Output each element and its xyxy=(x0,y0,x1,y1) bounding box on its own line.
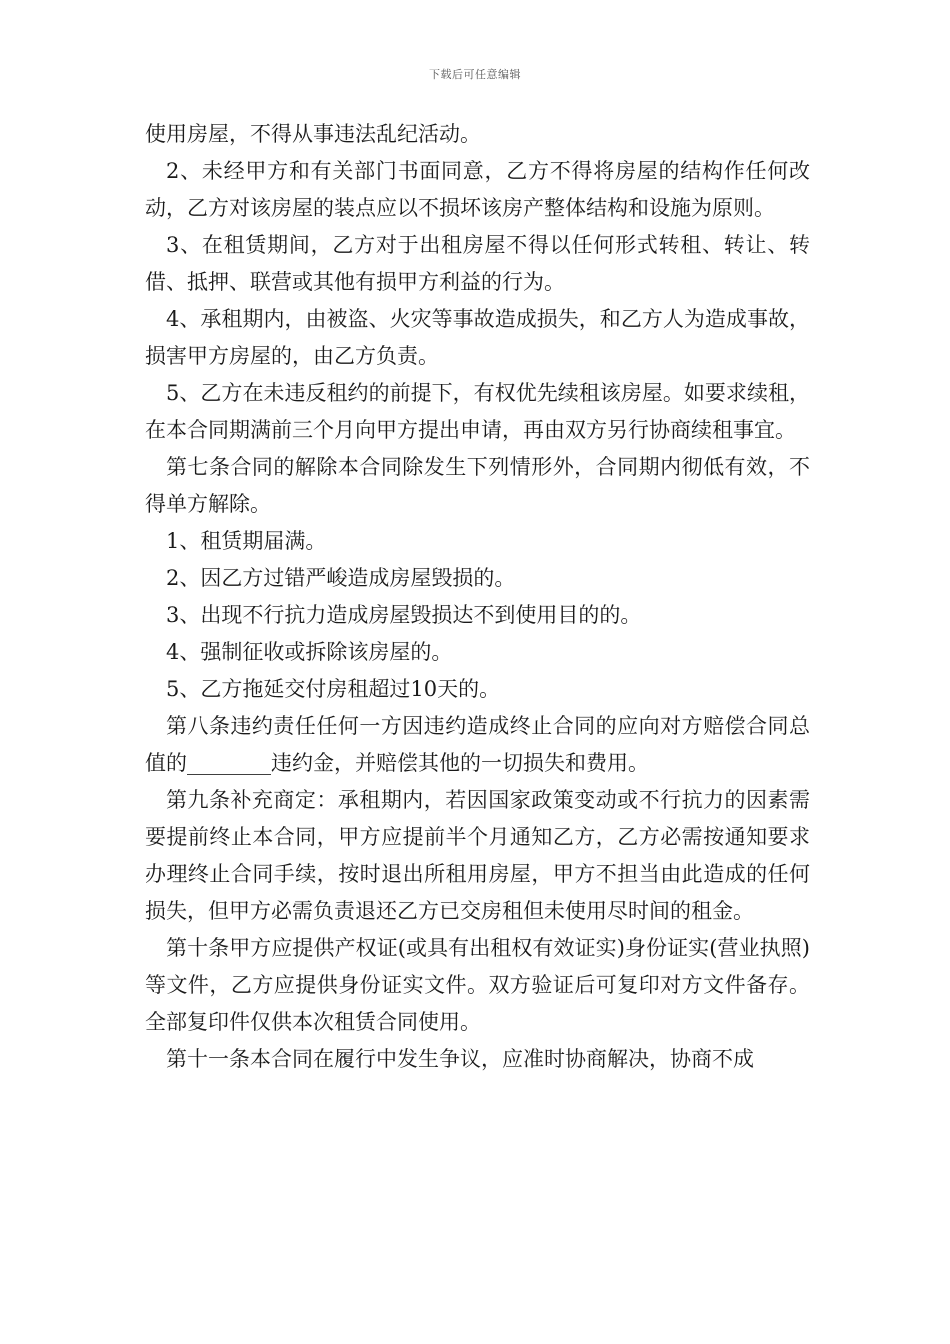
paragraph-7: 1、租赁期届满。 xyxy=(166,529,327,553)
page-header: 下载后可任意编辑 xyxy=(429,68,521,81)
document-body xyxy=(145,116,810,1078)
paragraph-article-10: 第十条甲方应提供产权证(或具有出租权有效证实)身份证实(营业执照)等文件，乙方应提供身份证实文件。双方验证后可复印对方文件备存。全部复印件仅供本次租赁合同使用。 xyxy=(145,936,810,1034)
paragraph-8: 2、因乙方过错严峻造成房屋毁损的。 xyxy=(166,566,516,590)
paragraph-article-11: 第十一条本合同在履行中发生争议，应准时协商解决，协商不成 xyxy=(166,1047,754,1071)
paragraph-article-9: 第九条补充商定：承租期内，若因国家政策变动或不行抗力的因素需要提前终止本合同，甲方应提前半个月通知乙方，乙方必需按通知要求办理终止合同手续，按时退出所租用房屋，甲方不担当由此造成的任何损失，但甲方必需负责退还乙方已交房租但未使用尽时间的租金。 xyxy=(145,788,810,923)
paragraph-article-7: 第七条合同的解除本合同除发生下列情形外，合同期内彻低有效，不得单方解除。 xyxy=(145,455,810,516)
paragraph-1: 使用房屋，不得从事违法乱纪活动。 xyxy=(145,122,481,146)
paragraph-2: 2、未经甲方和有关部门书面同意，乙方不得将房屋的结构作任何改动，乙方对该房屋的装点应以不损坏该房产整体结构和设施为原则。 xyxy=(145,159,810,220)
paragraph-9: 3、出现不行抗力造成房屋毁损达不到使用目的的。 xyxy=(166,603,642,627)
paragraph-3: 3、在租赁期间，乙方对于出租房屋不得以任何形式转租、转让、转借、抵押、联营或其他有损甲方利益的行为。 xyxy=(145,233,810,294)
paragraph-5: 5、乙方在未违反租约的前提下，有权优先续租该房屋。如要求续租，在本合同期满前三个月向甲方提出申请，再由双方另行协商续租事宜。 xyxy=(145,381,810,442)
paragraph-4: 4、承租期内，由被盗、火灾等事故造成损失，和乙方人为造成事故，损害甲方房屋的，由乙方负责。 xyxy=(145,307,810,368)
paragraph-article-8: 第八条违约责任任何一方因违约造成终止合同的应向对方赔偿合同总值的________违约金，并赔偿其他的一切损失和费用。 xyxy=(145,714,810,775)
paragraph-11: 5、乙方拖延交付房租超过10天的。 xyxy=(166,677,501,701)
paragraph-10: 4、强制征收或拆除该房屋的。 xyxy=(166,640,453,664)
